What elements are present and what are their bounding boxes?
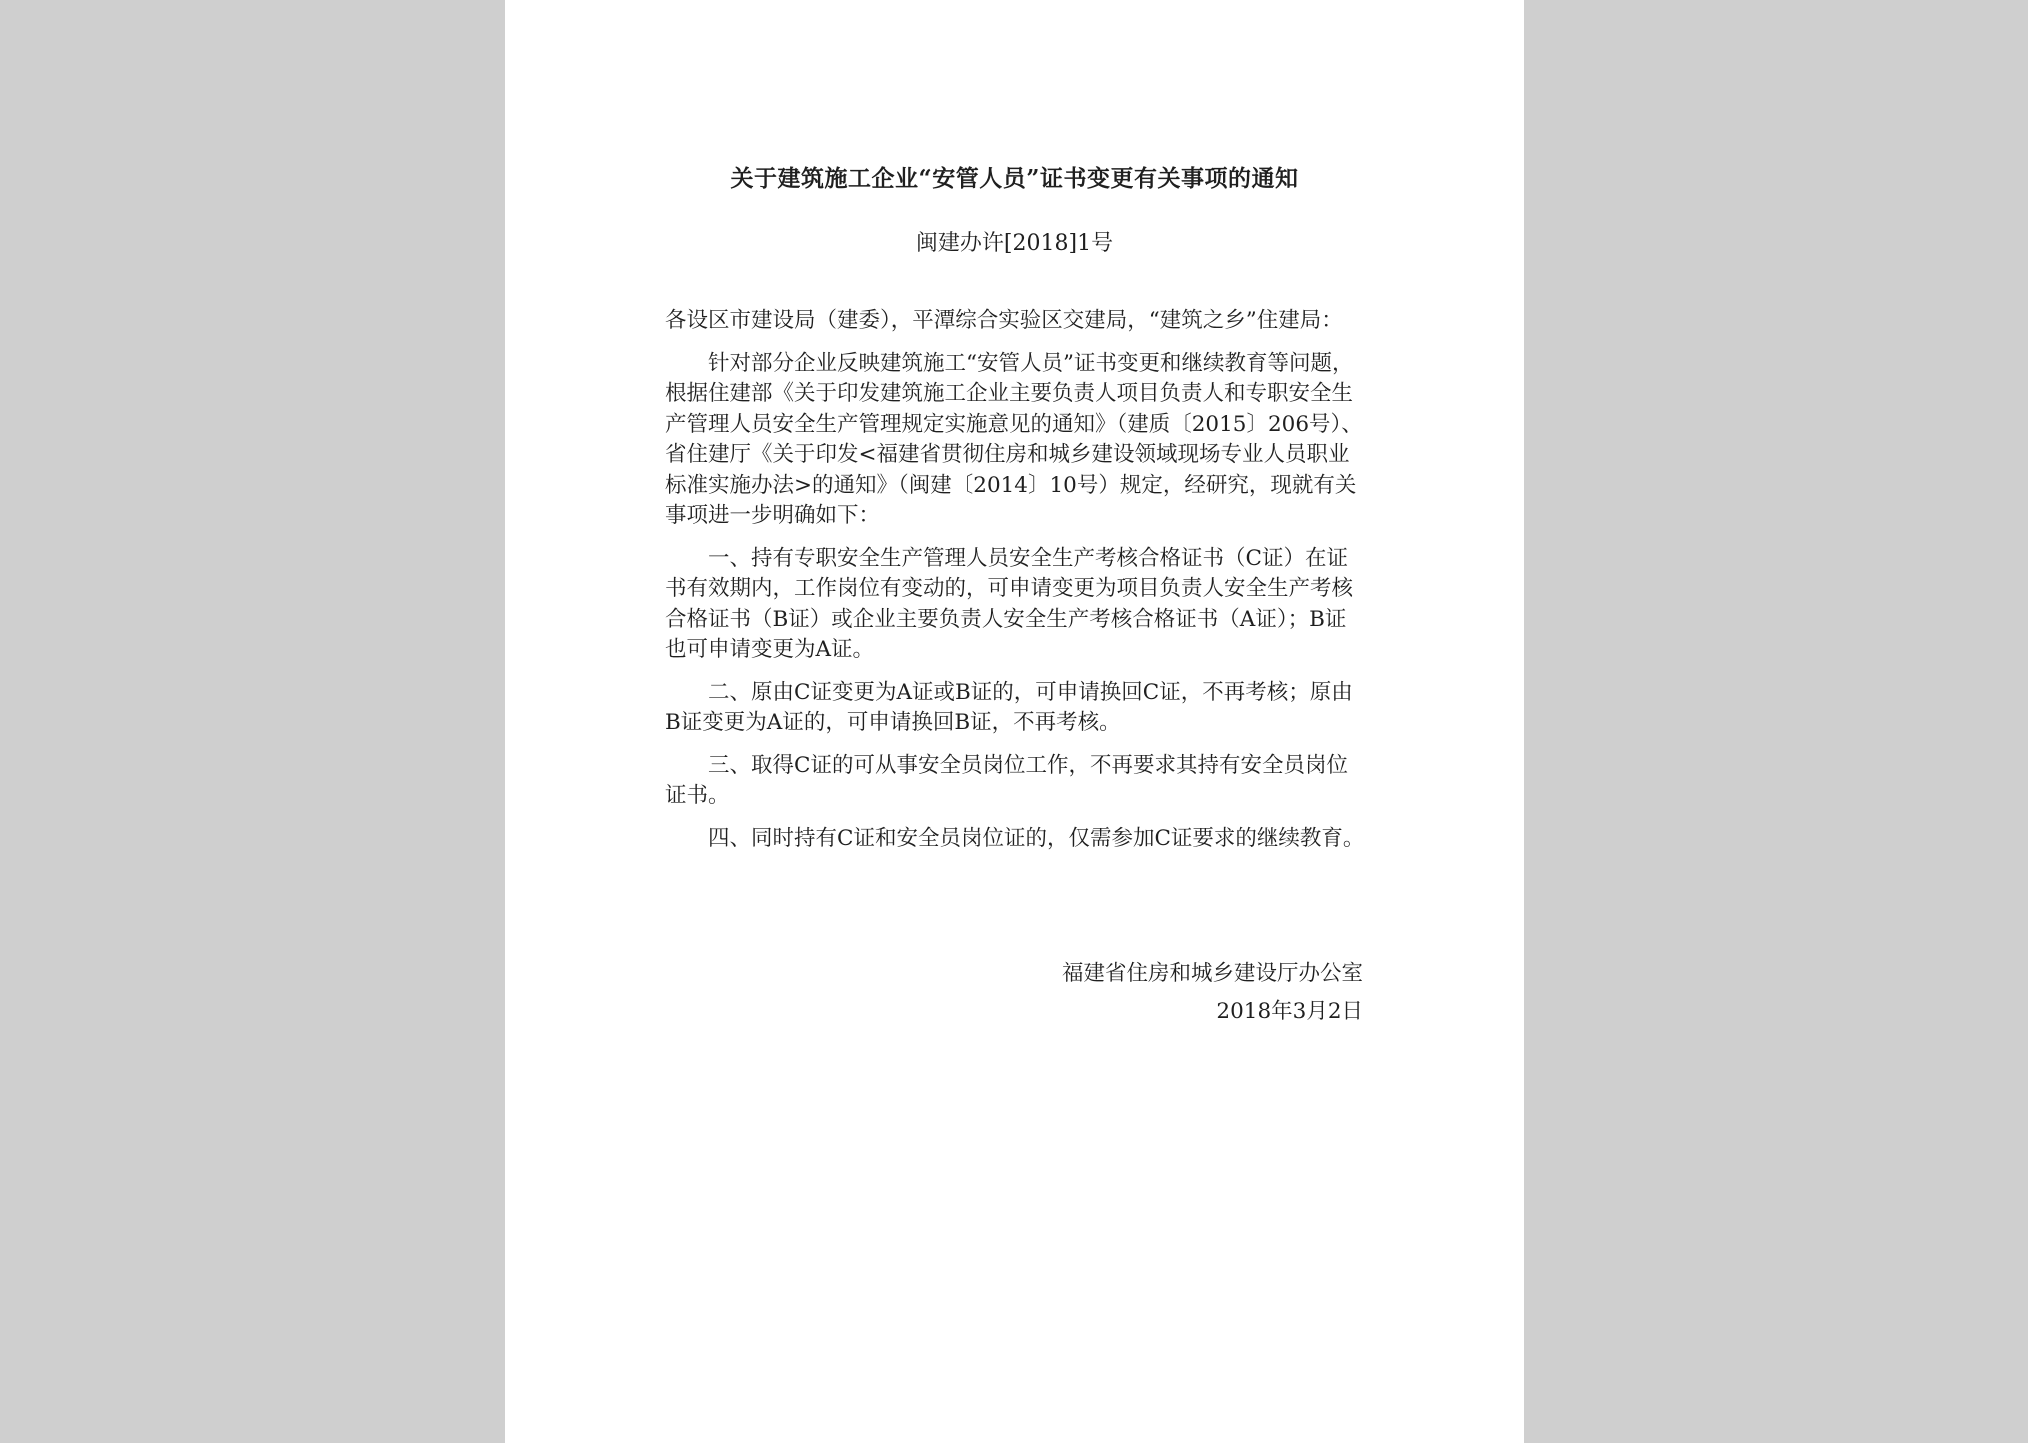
issue-date: 2018年3月2日	[1216, 999, 1363, 1024]
item-paragraph-3: 三、取得C证的可从事安全员岗位工作，不再要求其持有安全员岗位证书。	[665, 752, 1348, 808]
item-paragraph-4: 四、同时持有C证和安全员岗位证的，仅需参加C证要求的继续教育。	[708, 825, 1365, 851]
document-content	[505, 0, 1524, 1443]
issuer-name: 福建省住房和城乡建设厅办公室	[1061, 961, 1363, 986]
salutation: 各设区市建设局（建委），平潭综合实验区交建局，“建筑之乡”住建局：	[665, 308, 1343, 333]
item-paragraph-2: 二、原由C证变更为A证或B证的，可申请换回C证，不再考核；原由B证变更为A证的，可申请换回B证，不再考核。	[665, 679, 1353, 735]
item-paragraph-1: 一、持有专职安全生产管理人员安全生产考核合格证书（C证）在证书有效期内，工作岗位有变动的，可申请变更为项目负责人安全生产考核合格证书（B证）或企业主要负责人安全生产考核合格证书（A证）；B证也可申请变更为A证。	[665, 545, 1354, 662]
document-page	[505, 0, 1524, 1443]
document-body	[665, 306, 1365, 866]
signature-block	[505, 955, 1363, 1031]
document-number: 闽建办许[2018]1号	[915, 231, 1114, 256]
document-title: 关于建筑施工企业“安管人员”证书变更有关事项的通知	[730, 165, 1299, 192]
intro-paragraph: 针对部分企业反映建筑施工“安管人员”证书变更和继续教育等问题，根据住建部《关于印发建筑施工企业主要负责人项目负责人和专职安全生产管理人员安全生产管理规定实施意见的通知》（建质〔2015〕206号）、省住建厅《关于印发<福建省贯彻住房和城乡建设领域现场专业人员职业标准实施办法>的通知》（闽建〔2014〕10号）规定，经研究，现就有关事项进一步明确如下：	[665, 350, 1363, 528]
